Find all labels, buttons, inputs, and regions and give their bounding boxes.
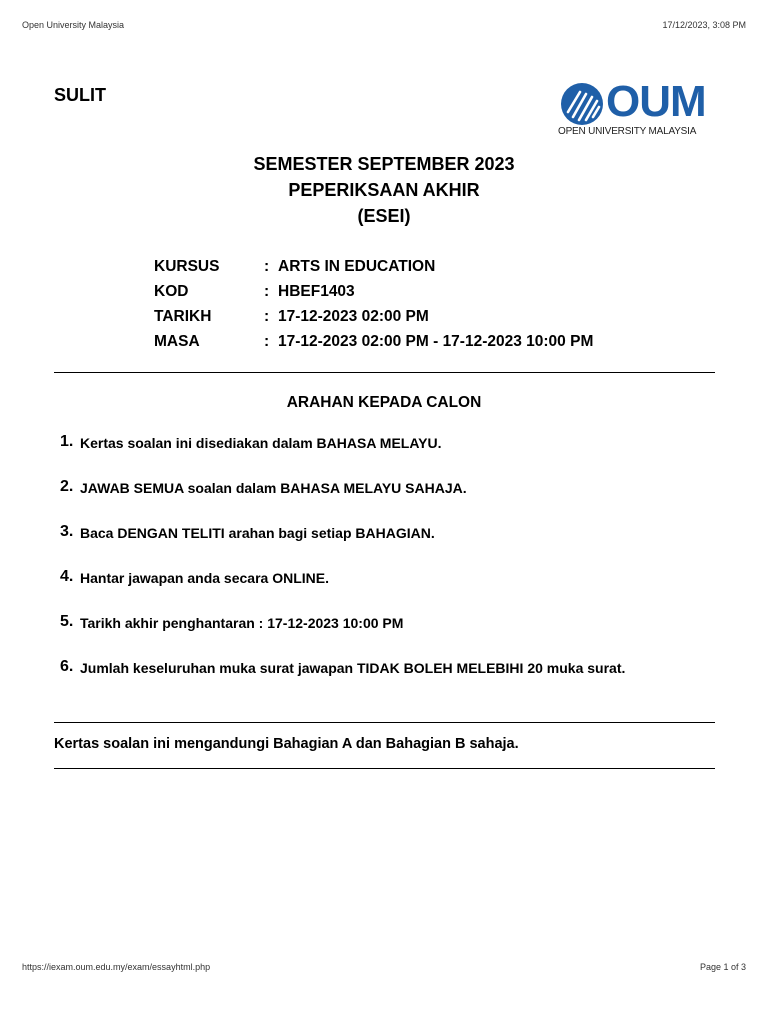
- oum-globe-icon: [560, 82, 604, 126]
- instruction-number: 3.: [60, 523, 74, 540]
- info-separator: :: [264, 282, 270, 300]
- instruction-item: [60, 567, 625, 612]
- exam-info: [154, 254, 593, 354]
- info-row-masa: [154, 329, 593, 354]
- instruction-text: JAWAB SEMUA soalan dalam BAHASA MELAYU SAHAJA.: [80, 480, 467, 496]
- info-row-kod: [154, 279, 593, 304]
- instruction-number: 2.: [60, 478, 74, 495]
- instruction-item: [60, 522, 625, 567]
- info-value: 17-12-2023 02:00 PM: [278, 307, 429, 325]
- exam-titles: [0, 151, 768, 229]
- oum-logo-subtitle: OPEN UNIVERSITY MALAYSIA: [558, 126, 697, 137]
- info-separator: :: [264, 307, 270, 325]
- print-footer: [22, 962, 746, 972]
- info-value: ARTS IN EDUCATION: [278, 257, 436, 275]
- oum-logo: [556, 77, 716, 142]
- divider-top: [54, 372, 715, 373]
- info-label: TARIKH: [154, 307, 212, 325]
- info-label: KOD: [154, 282, 189, 300]
- sections-note: Kertas soalan ini mengandungi Bahagian A dan Bahagian B sahaja.: [54, 736, 519, 752]
- print-header-datetime: 17/12/2023, 3:08 PM: [662, 20, 746, 30]
- instruction-item: [60, 477, 625, 522]
- instructions-list: [60, 432, 625, 702]
- instructions-heading: ARAHAN KEPADA CALON: [286, 394, 482, 411]
- info-row-kursus: [154, 254, 593, 279]
- instruction-item: [60, 432, 625, 477]
- divider-bottom: [54, 768, 715, 769]
- instruction-text: Kertas soalan ini disediakan dalam BAHASA MELAYU.: [80, 435, 442, 451]
- info-label: MASA: [154, 332, 200, 350]
- exam-format-title: (ESEI): [357, 206, 411, 226]
- instruction-number: 5.: [60, 613, 74, 630]
- info-label: KURSUS: [154, 257, 220, 275]
- info-value: 17-12-2023 02:00 PM - 17-12-2023 10:00 PM: [278, 332, 594, 350]
- instruction-item: [60, 612, 625, 657]
- print-header-site: Open University Malaysia: [22, 20, 125, 30]
- print-footer-url: https://iexam.oum.edu.my/exam/essayhtml.php: [22, 962, 211, 972]
- instruction-text: Jumlah keseluruhan muka surat jawapan TIDAK BOLEH MELEBIHI 20 muka surat.: [80, 660, 626, 676]
- instruction-number: 1.: [60, 433, 74, 450]
- info-value: HBEF1403: [278, 282, 355, 300]
- instruction-number: 6.: [60, 658, 74, 675]
- print-footer-page-number: Page 1 of 3: [699, 962, 746, 972]
- instruction-text: Tarikh akhir penghantaran : 17-12-2023 10:00 PM: [80, 615, 404, 631]
- instruction-item: [60, 657, 625, 702]
- classification-label: SULIT: [54, 85, 106, 105]
- instruction-text: Baca DENGAN TELITI arahan bagi setiap BAHAGIAN.: [80, 525, 435, 541]
- semester-title: SEMESTER SEPTEMBER 2023: [253, 154, 515, 174]
- divider-middle: [54, 722, 715, 723]
- info-row-tarikh: [154, 304, 593, 329]
- instruction-text: Hantar jawapan anda secara ONLINE.: [80, 570, 329, 586]
- print-header: [22, 20, 746, 30]
- oum-logo-word: OUM: [606, 77, 706, 126]
- exam-type-title: PEPERIKSAAN AKHIR: [288, 180, 480, 200]
- instruction-number: 4.: [60, 568, 74, 585]
- info-separator: :: [264, 257, 270, 275]
- info-separator: :: [264, 332, 270, 350]
